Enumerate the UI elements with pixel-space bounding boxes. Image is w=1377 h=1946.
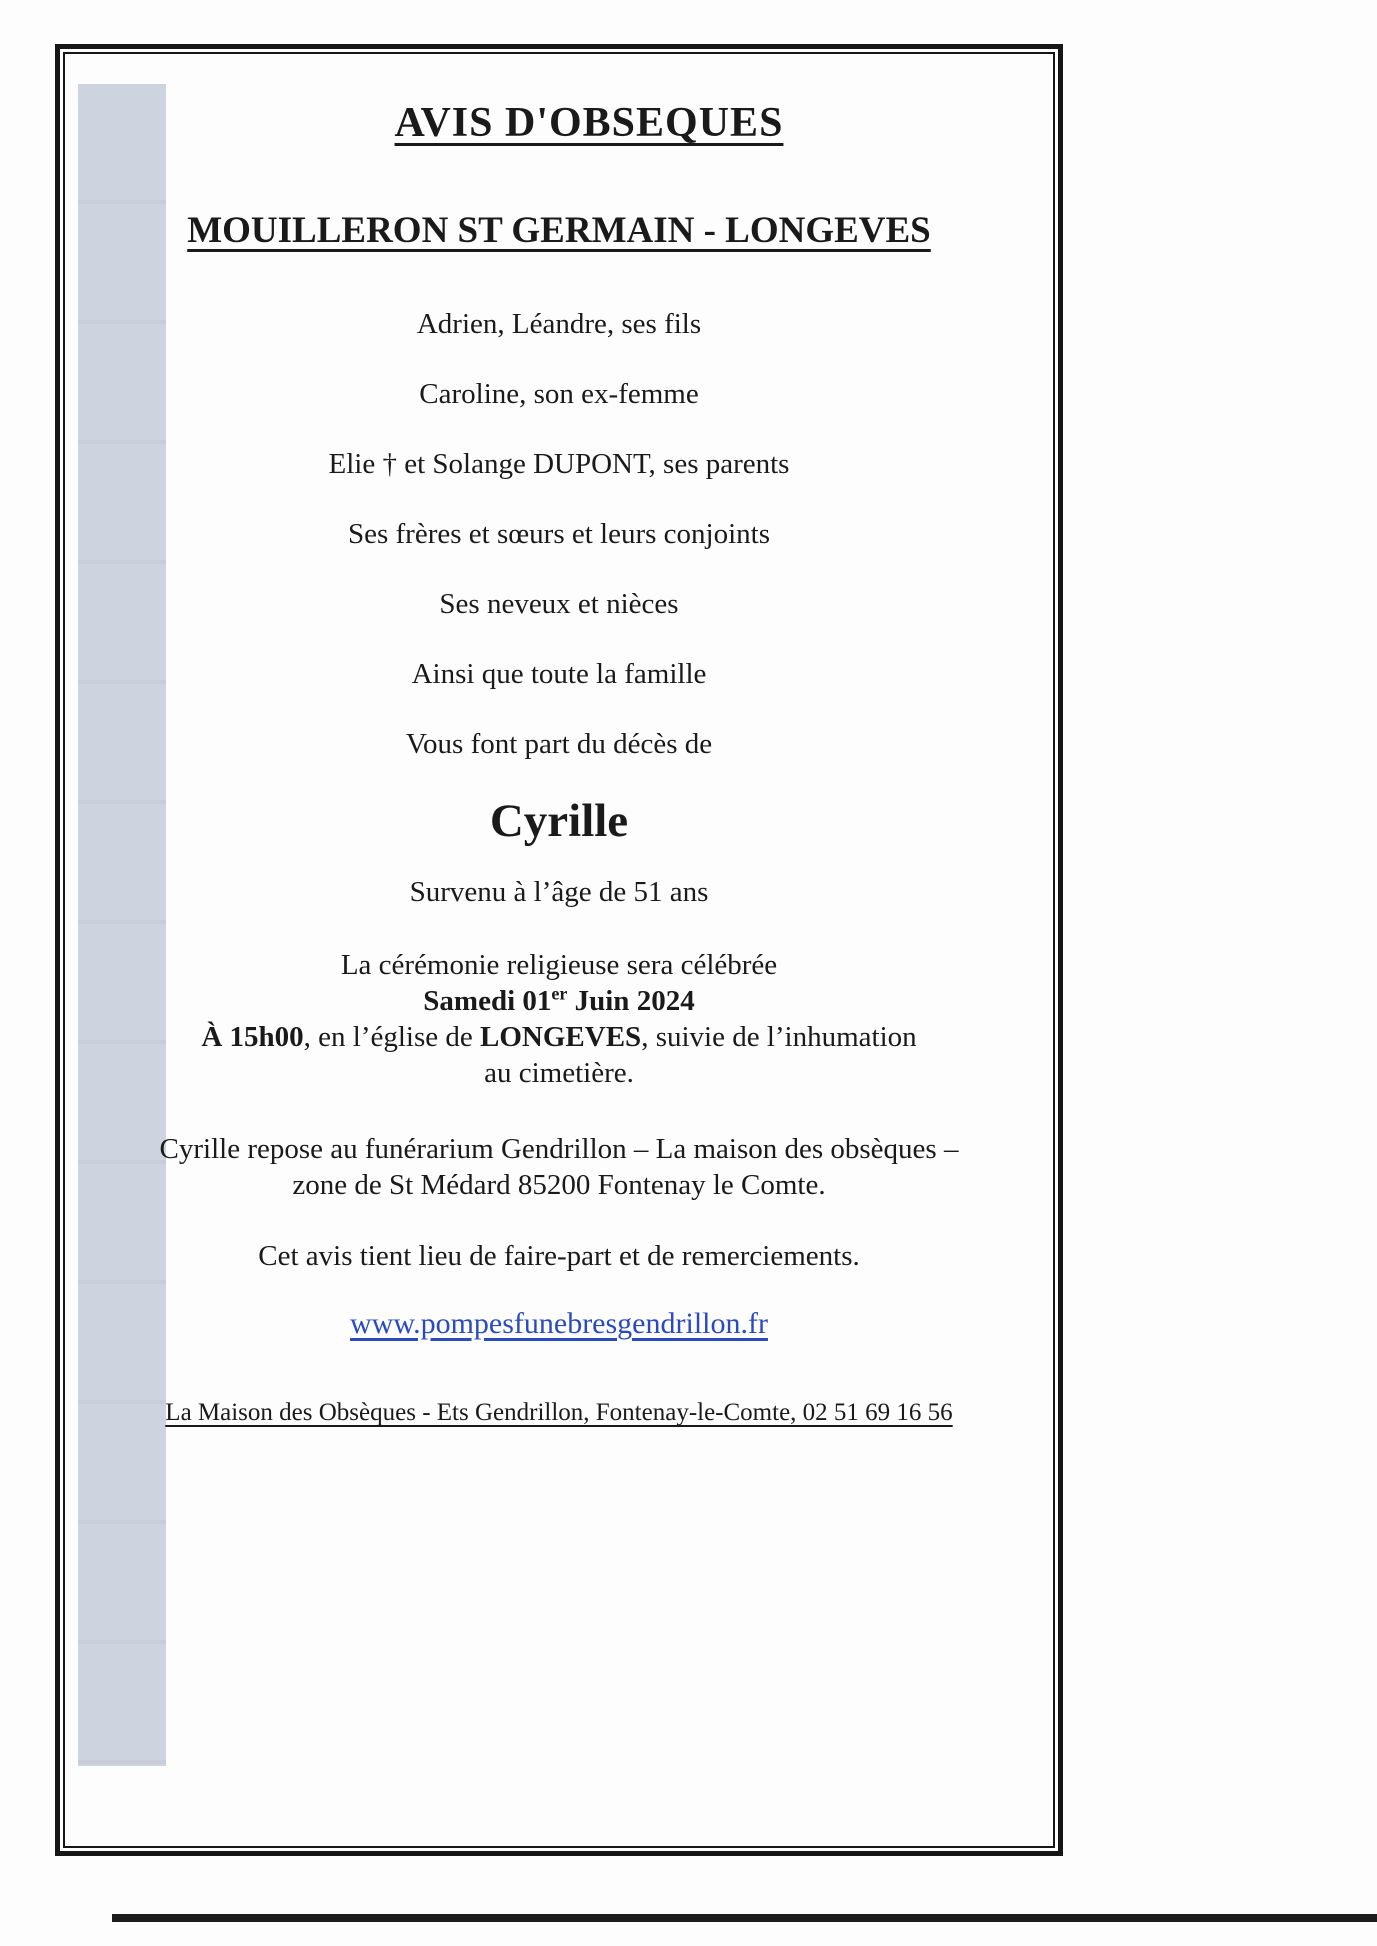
repose-line-2: zone de St Médard 85200 Fontenay le Comte. [292,1169,826,1201]
ceremony-date-prefix: Samedi 01 [423,985,552,1017]
family-line: Ses neveux et nièces [439,588,679,620]
footer-contact-line: La Maison des Obsèques - Ets Gendrillon, Fontenay-le-Comte, 02 51 69 16 56 [165,1399,953,1426]
ceremony-last-line [62,1055,1056,1091]
ceremony-details [62,947,1056,1091]
ceremony-time: À 15h00 [201,1021,304,1053]
ceremony-church-name: LONGEVES [480,1021,642,1053]
repose-info [62,1131,1056,1203]
announcement-line: Vous font part du décès de [405,728,713,760]
ceremony-intro-line [62,947,1056,983]
page-title: AVIS D'OBSEQUES [394,100,784,146]
ceremony-mid-text: , en l’église de [303,1021,481,1053]
ceremony-time-line [62,1019,1056,1055]
scan-edge-line-artifact [112,1914,1377,1922]
family-line: Caroline, son ex-femme [419,378,699,410]
ceremony-date-suffix: Juin 2024 [567,985,695,1017]
location-heading: MOUILLERON ST GERMAIN - LONGEVES [187,210,931,251]
age-line: Survenu à l’âge de 51 ans [409,876,709,908]
website-line [62,1307,1056,1341]
repose-line-1: Cyrille repose au funérarium Gendrillon – La maison des obsèques – [159,1133,959,1165]
ceremony-cemetery-text: au cimetière. [484,1057,634,1089]
notice-content [62,51,1056,1427]
ceremony-after-church-text: , suivie de l’inhumation [641,1021,917,1053]
family-line: Ainsi que toute la famille [411,658,707,690]
notice-line: Cet avis tient lieu de faire-part et de remerciements. [258,1240,860,1272]
ceremony-intro-text: La cérémonie religieuse sera célébrée [340,949,778,981]
ceremony-date-line [62,983,1056,1019]
family-line: Ses frères et sœurs et leurs conjoints [347,518,770,550]
ceremony-date-superscript: er [551,983,568,1004]
family-line: Elie † et Solange DUPONT, ses parents [328,448,790,480]
family-line: Adrien, Léandre, ses fils [416,308,702,340]
website-link[interactable]: www.pompesfunebresgendrillon.fr [350,1307,768,1340]
deceased-name: Cyrille [489,795,629,847]
